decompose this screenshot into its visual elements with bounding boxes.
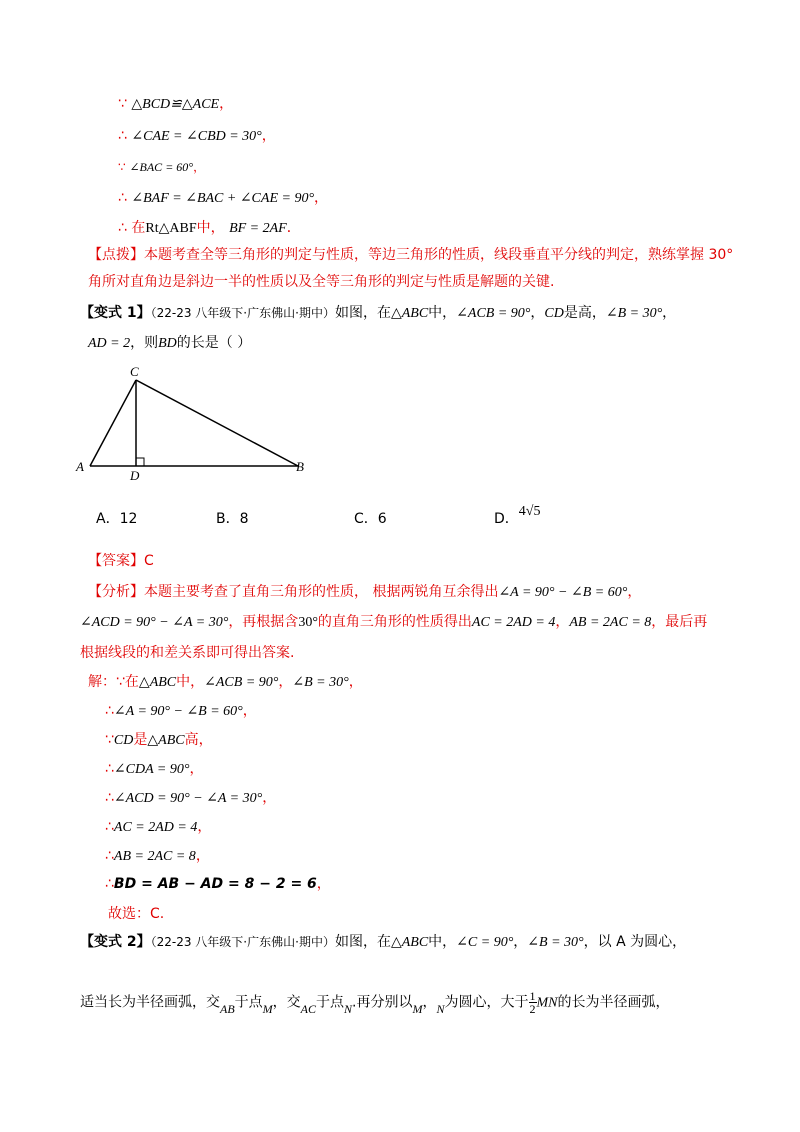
text: ， <box>316 876 331 892</box>
proof-line-5 <box>118 218 301 239</box>
numerator: 1 <box>529 989 536 1003</box>
math-expression: ∠ACD = 90° − ∠A = 30° <box>80 615 229 630</box>
text: ，则 <box>130 335 159 351</box>
text: ， <box>262 790 277 806</box>
math-expression: AB = 2AC = 8 <box>569 615 652 630</box>
punct: ， <box>314 190 329 206</box>
text: ， <box>422 994 437 1011</box>
because-symbol: ∵ <box>118 96 127 112</box>
tip-text: 本题考查全等三角形的判定与性质，等边三角形的性质，线段垂直平分线的判定，熟练掌握 30° <box>144 247 734 263</box>
solution-step-6 <box>105 846 210 867</box>
math-expression: 30° <box>298 615 318 630</box>
text: 如图，在 <box>334 934 391 950</box>
text: ， <box>530 305 545 321</box>
math-expression: M <box>262 1001 273 1016</box>
math-expression: N <box>436 1001 445 1016</box>
tip-text: 角所对直角边是斜边一半的性质以及全等三角形的判定与性质是解题的关键. <box>88 274 555 290</box>
because-symbol: ∵ <box>105 732 114 748</box>
math-expression: ∠CAE = ∠CBD = 30° <box>131 129 262 144</box>
math-expression: CD <box>544 306 564 321</box>
option-c[interactable] <box>354 509 387 529</box>
math-expression: △ABC <box>390 306 429 321</box>
math-expression: AB = 2AC = 8 <box>113 849 196 864</box>
text: ， <box>555 614 570 630</box>
math-expression: ∠ACB = 90° <box>204 675 279 690</box>
variant1-question-line-2 <box>88 333 251 354</box>
proof-line-4 <box>118 188 328 209</box>
variant-label: 【变式 2】 <box>80 934 151 950</box>
option-key: A． <box>96 511 120 527</box>
text: 为圆心，大于 <box>444 994 529 1011</box>
text: ， <box>662 305 677 321</box>
math-expression: ∠BAF = ∠BAC + ∠CAE = 90° <box>131 191 315 206</box>
text: ， <box>627 584 642 600</box>
text: ， <box>513 934 528 950</box>
text: 的长是（ ） <box>176 335 252 351</box>
answer-line <box>88 551 154 571</box>
answer-label: 【答案】 <box>88 553 144 569</box>
choice-text: 故选：C. <box>108 906 165 922</box>
option-a[interactable] <box>96 509 137 529</box>
solution-step-3 <box>105 759 203 780</box>
punct: ， <box>261 128 276 144</box>
text: 的长为半径画弧， <box>557 994 670 1011</box>
math-expression: △ABC <box>147 733 185 748</box>
text: 在 <box>124 674 139 690</box>
text: 于点 <box>234 994 263 1011</box>
option-value: 6 <box>377 511 387 527</box>
math-expression: ∠B = 30° <box>527 935 584 950</box>
label-a: A <box>76 459 84 474</box>
text: 如图，在 <box>334 305 391 321</box>
variant1-question-line-1 <box>80 303 676 324</box>
solution-step-1 <box>105 701 257 722</box>
math-expression: CD <box>113 733 134 748</box>
therefore-symbol: ∴ <box>105 819 114 835</box>
triangle-figure <box>70 362 320 487</box>
solution-step-4 <box>105 788 276 809</box>
text: 中， <box>428 305 457 321</box>
math-expression: △BCD≌△ACE <box>131 97 220 112</box>
variant2-question-line-2 <box>80 990 670 1015</box>
because-symbol: ∵ <box>118 160 126 174</box>
punct: ， <box>219 96 234 112</box>
punct: ， <box>193 160 206 174</box>
math-expression: ∠ACD = 90° − ∠A = 30° <box>113 791 263 806</box>
text: ，以 A 为圆心， <box>583 934 687 950</box>
math-expression: BF = 2AF <box>229 221 287 236</box>
variant2-question-line-1 <box>80 932 686 953</box>
math-expression: △ABC <box>138 675 177 690</box>
text: 中， <box>428 934 457 950</box>
fraction-one-half <box>529 990 537 1015</box>
text: 中， <box>176 674 205 690</box>
option-key: B． <box>216 511 240 527</box>
option-key: D． <box>494 511 519 527</box>
therefore-symbol: ∴ <box>105 848 114 864</box>
math-expression: AC <box>300 1001 317 1016</box>
text: ， <box>242 703 257 719</box>
text: ，最后再 <box>651 614 708 630</box>
denominator: 2 <box>529 1002 536 1016</box>
option-value: 8 <box>239 511 249 527</box>
analysis-line-1 <box>88 582 641 603</box>
math-expression: ∠CDA = 90° <box>113 762 190 777</box>
text: ， <box>278 674 293 690</box>
side-ac <box>90 380 136 466</box>
proof-line-3 <box>118 157 205 177</box>
math-expression: M <box>412 1001 423 1016</box>
because-symbol: ∵ <box>116 674 125 690</box>
text: 是 <box>133 732 148 748</box>
therefore-symbol: ∴ <box>118 128 127 144</box>
math-expression: N <box>344 1001 353 1016</box>
label-b: B <box>296 459 304 474</box>
math-expression: ∠C = 90° <box>456 935 514 950</box>
solution-step-5 <box>105 817 211 838</box>
math-expression: ∠A = 90° − ∠B = 60° <box>113 704 243 719</box>
math-expression: ∠BAC = 60° <box>129 160 194 174</box>
text: ， <box>197 819 212 835</box>
text: 中， <box>196 220 225 236</box>
analysis-line-3 <box>80 643 294 663</box>
proof-line-2 <box>118 126 276 147</box>
variant-label: 【变式 1】 <box>80 305 151 321</box>
therefore-symbol: ∴ <box>118 190 127 206</box>
math-expression: ∠B = 30° <box>292 675 349 690</box>
source-text: （22-23 八年级下·广东佛山·期中） <box>150 306 335 320</box>
source-text: （22-23 八年级下·广东佛山·期中） <box>150 935 335 949</box>
analysis-label: 【分析】 <box>88 584 144 600</box>
text: .再分别以 <box>352 994 413 1011</box>
option-key: C． <box>354 511 378 527</box>
tip-label: 【点拨】 <box>88 247 144 263</box>
tip-line-2 <box>88 272 554 292</box>
math-expression: AD = 2 <box>88 336 131 351</box>
tip-line-1 <box>88 245 733 265</box>
analysis-line-2 <box>80 612 707 633</box>
right-angle-mark <box>136 458 144 466</box>
solution-label: 解： <box>88 674 116 690</box>
text: 高， <box>184 732 213 748</box>
text: ， <box>348 674 363 690</box>
math-expression: ∠ACB = 90° <box>456 306 531 321</box>
proof-line-1 <box>118 94 233 115</box>
text: 于点 <box>316 994 345 1011</box>
text: ，再根据含 <box>228 614 299 630</box>
option-b[interactable] <box>216 509 249 529</box>
text: 是高， <box>563 305 606 321</box>
math-expression: BD = AB − AD = 8 − 2 = 6 <box>113 876 317 892</box>
option-value: 4√5 <box>518 504 541 519</box>
answer-value: C <box>144 553 154 569</box>
math-expression: ∠A = 90° − ∠B = 60° <box>498 585 628 600</box>
math-expression: AC = 2AD = 4 <box>113 820 198 835</box>
math-expression: MN <box>536 995 558 1011</box>
math-expression: AB <box>220 1001 235 1016</box>
math-expression: Rt△ABF <box>145 221 197 236</box>
text: ， <box>195 848 210 864</box>
therefore-symbol: ∴ <box>118 220 127 236</box>
math-expression: △ABC <box>390 935 429 950</box>
text: 的直角三角形的性质得出 <box>317 614 472 630</box>
label-c: C <box>130 364 139 379</box>
option-d[interactable] <box>494 504 541 530</box>
therefore-symbol: ∴ <box>105 761 114 777</box>
text: 适当长为半径画弧，交 <box>80 994 220 1011</box>
therefore-symbol: ∴ <box>105 703 114 719</box>
text: ， <box>189 761 204 777</box>
solution-step-2 <box>105 730 213 751</box>
math-expression: AC = 2AD = 4 <box>471 615 556 630</box>
text: 根据线段的和差关系即可得出答案. <box>80 645 295 661</box>
option-value: 12 <box>119 511 138 527</box>
text: ，交 <box>272 994 301 1011</box>
math-expression: ∠B = 30° <box>605 306 663 321</box>
punct: ． <box>286 220 301 236</box>
side-cb <box>136 380 298 466</box>
solution-choice <box>108 904 164 924</box>
label-d: D <box>130 468 140 483</box>
text: 本题主要考查了直角三角形的性质， 根据两锐角互余得出 <box>144 584 499 600</box>
solution-step-7 <box>105 874 331 894</box>
therefore-symbol: ∴ <box>105 790 114 806</box>
math-expression: BD <box>158 336 177 351</box>
text: 在 <box>131 220 146 236</box>
solution-line-0 <box>88 672 363 693</box>
therefore-symbol: ∴ <box>105 876 114 892</box>
